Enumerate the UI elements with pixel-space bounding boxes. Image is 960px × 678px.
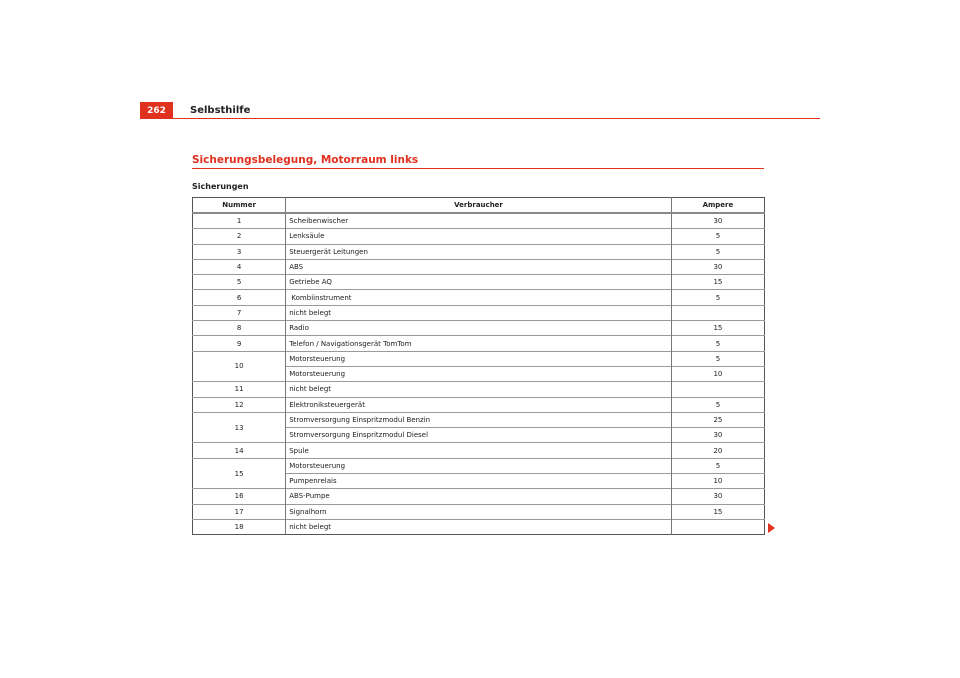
triangle-right-icon[interactable] xyxy=(768,523,775,533)
fuse-consumer: nicht belegt xyxy=(286,382,672,397)
fuse-ampere: 15 xyxy=(671,321,764,336)
table-row xyxy=(193,305,765,320)
page-number: 262 xyxy=(140,102,173,119)
fuse-consumer: ABS xyxy=(286,259,672,274)
fuse-ampere: 30 xyxy=(671,428,764,443)
fuse-ampere: 5 xyxy=(671,351,764,366)
table-row xyxy=(193,382,765,397)
fuse-consumer: Lenksäule xyxy=(286,229,672,244)
fuse-ampere: 25 xyxy=(671,412,764,427)
fuse-number: 3 xyxy=(193,244,286,259)
fuse-number: 13 xyxy=(193,412,286,443)
table-row xyxy=(193,351,765,366)
fuse-ampere: 5 xyxy=(671,244,764,259)
fuse-consumer: Motorsteuerung xyxy=(286,366,672,381)
fuse-ampere xyxy=(671,305,764,320)
fuse-consumer: Steuergerät Leitungen xyxy=(286,244,672,259)
table-row xyxy=(193,504,765,519)
fuse-number: 5 xyxy=(193,275,286,290)
fuse-consumer: Getriebe AQ xyxy=(286,275,672,290)
table-row xyxy=(193,336,765,351)
table-row xyxy=(193,213,765,229)
header-rule xyxy=(140,118,820,119)
fuse-consumer: Scheibenwischer xyxy=(286,213,672,229)
fuse-number: 6 xyxy=(193,290,286,305)
fuse-consumer: Pumpenrelais xyxy=(286,474,672,489)
fuse-ampere: 15 xyxy=(671,275,764,290)
fuse-ampere: 5 xyxy=(671,229,764,244)
fuse-consumer: ABS-Pumpe xyxy=(286,489,672,504)
fuse-number: 18 xyxy=(193,519,286,534)
fuse-ampere: 5 xyxy=(671,397,764,412)
column-header-ampere: Ampere xyxy=(671,198,764,214)
table-row xyxy=(193,275,765,290)
fuse-number: 4 xyxy=(193,259,286,274)
fuse-table xyxy=(192,197,765,535)
section-title: Sicherungsbelegung, Motorraum links xyxy=(192,154,419,166)
column-header-verbraucher: Verbraucher xyxy=(286,198,672,214)
table-row xyxy=(193,489,765,504)
fuse-consumer: Kombiinstrument xyxy=(286,290,672,305)
fuse-ampere: 30 xyxy=(671,213,764,229)
fuse-number: 11 xyxy=(193,382,286,397)
fuse-number: 2 xyxy=(193,229,286,244)
section-rule xyxy=(192,168,764,169)
table-row xyxy=(193,290,765,305)
table-row xyxy=(193,412,765,427)
fuse-number: 12 xyxy=(193,397,286,412)
fuse-ampere xyxy=(671,382,764,397)
fuse-consumer: Radio xyxy=(286,321,672,336)
fuse-number: 8 xyxy=(193,321,286,336)
fuse-number: 15 xyxy=(193,458,286,489)
fuse-ampere: 15 xyxy=(671,504,764,519)
table-row xyxy=(193,397,765,412)
fuse-consumer: nicht belegt xyxy=(286,305,672,320)
table-row xyxy=(193,458,765,473)
fuse-ampere: 5 xyxy=(671,458,764,473)
fuse-number: 17 xyxy=(193,504,286,519)
table-body xyxy=(193,213,765,535)
fuse-consumer: Telefon / Navigationsgerät TomTom xyxy=(286,336,672,351)
page-header-title: Selbsthilfe xyxy=(190,105,251,116)
fuse-ampere: 5 xyxy=(671,290,764,305)
fuse-consumer: Spule xyxy=(286,443,672,458)
table-row xyxy=(193,519,765,534)
fuse-ampere: 5 xyxy=(671,336,764,351)
fuse-ampere: 10 xyxy=(671,474,764,489)
fuse-ampere: 20 xyxy=(671,443,764,458)
table-row xyxy=(193,443,765,458)
table-header-row xyxy=(193,198,765,214)
fuse-number: 14 xyxy=(193,443,286,458)
table-row xyxy=(193,321,765,336)
fuse-consumer: Elektroniksteuergerät xyxy=(286,397,672,412)
section-subtitle: Sicherungen xyxy=(192,182,249,191)
fuse-ampere: 30 xyxy=(671,259,764,274)
fuse-number: 7 xyxy=(193,305,286,320)
fuse-number: 1 xyxy=(193,213,286,229)
fuse-consumer: Stromversorgung Einspritzmodul Diesel xyxy=(286,428,672,443)
fuse-number: 10 xyxy=(193,351,286,382)
table-row xyxy=(193,259,765,274)
fuse-consumer: Motorsteuerung xyxy=(286,351,672,366)
fuse-consumer: Signalhorn xyxy=(286,504,672,519)
fuse-ampere: 30 xyxy=(671,489,764,504)
fuse-number: 9 xyxy=(193,336,286,351)
table-row xyxy=(193,229,765,244)
fuse-consumer: nicht belegt xyxy=(286,519,672,534)
fuse-number: 16 xyxy=(193,489,286,504)
fuse-ampere: 10 xyxy=(671,366,764,381)
fuse-ampere xyxy=(671,519,764,534)
fuse-consumer: Stromversorgung Einspritzmodul Benzin xyxy=(286,412,672,427)
table-row xyxy=(193,244,765,259)
column-header-nummer: Nummer xyxy=(193,198,286,214)
fuse-consumer: Motorsteuerung xyxy=(286,458,672,473)
